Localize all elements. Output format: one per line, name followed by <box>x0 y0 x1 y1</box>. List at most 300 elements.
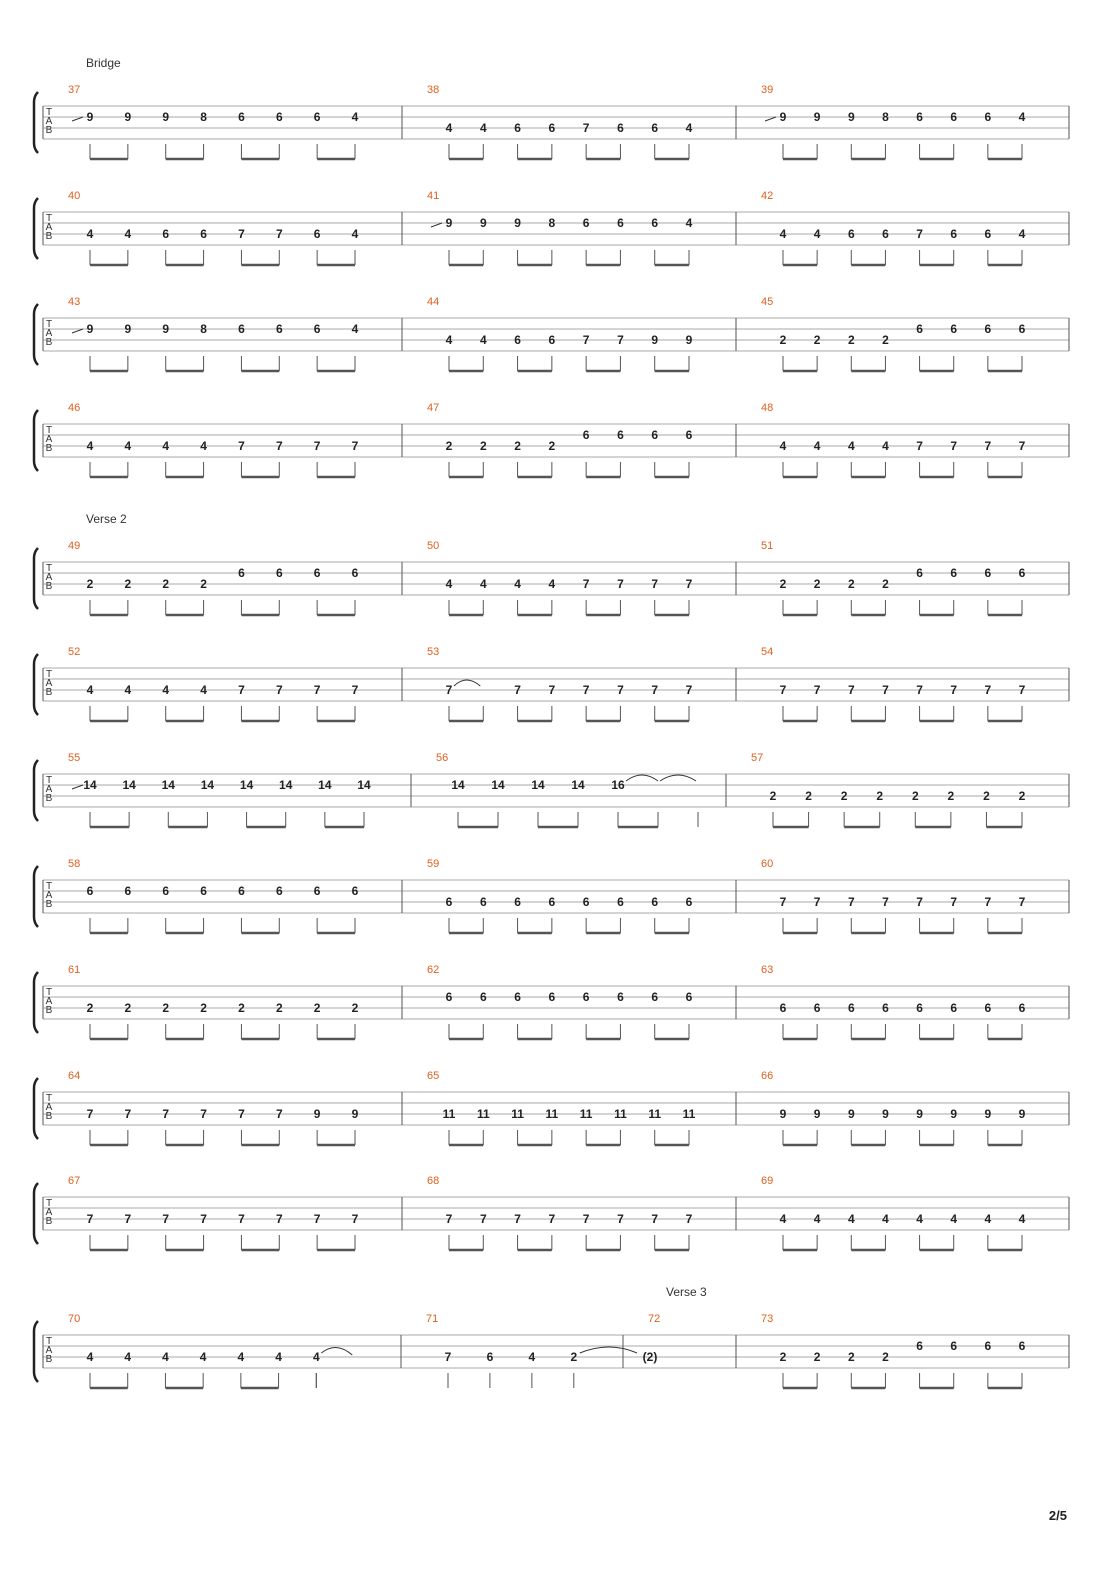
system-bracket <box>34 654 38 715</box>
tab-note: 14 <box>491 778 505 792</box>
tab-note: 4 <box>779 227 787 241</box>
measure-number: 52 <box>68 646 81 658</box>
measure-number: 38 <box>427 84 440 96</box>
section-label: Verse 2 <box>86 512 127 526</box>
tab-note: 6 <box>1018 566 1026 580</box>
tab-note: 7 <box>514 683 521 697</box>
tab-note: 4 <box>162 683 170 697</box>
section-label: Bridge <box>86 56 121 70</box>
tab-clef-letter: T <box>45 775 53 786</box>
tab-note: 7 <box>162 1212 170 1226</box>
tab-note: 2 <box>847 1350 855 1364</box>
tab-note: 4 <box>916 1212 923 1226</box>
measure-number: 42 <box>761 190 774 202</box>
tab-note: 7 <box>813 895 821 909</box>
tab-clef-letter: A <box>45 890 53 901</box>
tab-note: 14 <box>122 778 136 792</box>
tab-note: 7 <box>238 683 245 697</box>
tab-note: 4 <box>1018 110 1026 124</box>
tab-note: 7 <box>1018 683 1026 697</box>
measure-number: 44 <box>427 296 440 308</box>
tab-note: 2 <box>351 1001 359 1015</box>
tab-note: 7 <box>685 683 693 697</box>
tab-note: 9 <box>162 322 170 336</box>
tab-note: 6 <box>916 110 923 124</box>
tab-note: 4 <box>882 439 889 453</box>
tab-note: 7 <box>582 577 590 591</box>
tab-note: 6 <box>916 566 923 580</box>
measure-number: 59 <box>427 858 440 870</box>
tab-clef-letter: A <box>45 572 53 583</box>
tab-note: 6 <box>479 895 487 909</box>
slide-mark <box>431 223 442 227</box>
measure-number: 39 <box>761 84 774 96</box>
tab-note: 7 <box>86 1107 94 1121</box>
tab-note: 4 <box>351 322 359 336</box>
measure-number: 40 <box>68 190 81 202</box>
tab-note: 4 <box>950 1212 958 1226</box>
tab-note: 9 <box>813 110 821 124</box>
tab-note: 6 <box>275 110 283 124</box>
tab-note: 4 <box>813 439 821 453</box>
tab-note: 4 <box>479 121 487 135</box>
tab-note: 2 <box>200 577 207 591</box>
tab-note: 7 <box>313 439 321 453</box>
tab-clef-letter: A <box>45 678 53 689</box>
tab-note: 14 <box>83 778 97 792</box>
tab-note: 6 <box>124 884 132 898</box>
tab-note: 7 <box>651 683 659 697</box>
tab-note: 8 <box>548 216 556 230</box>
tab-note: 7 <box>445 683 453 697</box>
tab-note: 9 <box>685 333 693 347</box>
tab-note: 6 <box>582 990 590 1004</box>
tab-note: 6 <box>651 990 659 1004</box>
tab-note: 4 <box>685 121 693 135</box>
tab-clef-letter: A <box>45 116 53 127</box>
tab-note: 7 <box>275 1212 283 1226</box>
measure-number: 62 <box>427 964 440 976</box>
measure-number: 46 <box>68 402 81 414</box>
tab-note: 8 <box>882 110 889 124</box>
tab-note: 6 <box>162 884 170 898</box>
tab-note: 6 <box>617 428 624 442</box>
tab-note: 4 <box>445 333 453 347</box>
tab-note: 9 <box>313 1107 321 1121</box>
tab-note: 4 <box>479 333 487 347</box>
tab-clef-letter: B <box>45 1005 53 1016</box>
tab-note: 7 <box>162 1107 170 1121</box>
tab-note: 2 <box>882 333 889 347</box>
tab-note: 4 <box>200 683 207 697</box>
tab-clef-letter: A <box>45 434 53 445</box>
tab-clef-letter: B <box>45 687 53 698</box>
measure-number: 47 <box>427 402 440 414</box>
tab-note: 7 <box>984 895 992 909</box>
tab-note: 7 <box>685 1212 693 1226</box>
tab-note: 9 <box>445 216 453 230</box>
tab-note: 6 <box>486 1350 494 1364</box>
measure-number: 56 <box>436 752 449 764</box>
tab-clef-letter: T <box>45 563 53 574</box>
tab-note: 7 <box>950 683 958 697</box>
tab-note: 6 <box>984 110 992 124</box>
tab-note: 4 <box>86 683 94 697</box>
tab-note: 7 <box>916 227 923 241</box>
tab-note: 9 <box>86 322 94 336</box>
tab-note: 2 <box>911 789 919 803</box>
tab-note: 7 <box>548 683 556 697</box>
tie-arc <box>321 1347 352 1355</box>
slide-mark <box>72 329 83 333</box>
tab-note: 6 <box>685 990 693 1004</box>
tab-note: 6 <box>313 566 321 580</box>
measure-number: 60 <box>761 858 774 870</box>
tab-note: 9 <box>813 1107 821 1121</box>
measure-number: 49 <box>68 540 81 552</box>
tab-clef-letter: A <box>45 1207 53 1218</box>
tab-note: 6 <box>200 227 207 241</box>
tab-note: 6 <box>548 333 556 347</box>
measure-number: 69 <box>761 1175 774 1187</box>
tab-note: 2 <box>779 333 787 347</box>
tab-note: 4 <box>199 1350 207 1364</box>
tab-note: 6 <box>779 1001 787 1015</box>
tab-note: 4 <box>124 683 132 697</box>
tab-note: 6 <box>582 428 590 442</box>
tab-clef-letter: T <box>45 987 53 998</box>
tab-note: 7 <box>651 577 659 591</box>
system-bracket <box>34 1078 38 1139</box>
tab-clef-letter: B <box>45 899 53 910</box>
tab-clef-letter: T <box>45 319 53 330</box>
tab-note: 2 <box>947 789 955 803</box>
tab-note: 6 <box>351 566 359 580</box>
tab-note: 4 <box>528 1350 536 1364</box>
tab-note: 6 <box>984 1001 992 1015</box>
tab-clef-letter: T <box>45 669 53 680</box>
tab-clef-letter: T <box>45 1198 53 1209</box>
tab-note: 11 <box>442 1107 456 1121</box>
tab-clef-letter: B <box>45 125 53 136</box>
tab-note: 6 <box>813 1001 821 1015</box>
tab-note: 11 <box>545 1107 559 1121</box>
tab-note: 9 <box>162 110 170 124</box>
tab-note: 6 <box>479 990 487 1004</box>
tab-note: 11 <box>511 1107 524 1121</box>
measure-number: 57 <box>751 752 764 764</box>
tab-note: 6 <box>651 216 659 230</box>
tab-note: 6 <box>685 895 693 909</box>
tab-clef-letter: B <box>45 231 53 242</box>
tab-note: 6 <box>651 121 659 135</box>
tab-note: 6 <box>238 322 245 336</box>
tab-note: 7 <box>916 895 923 909</box>
tab-note: 6 <box>548 121 556 135</box>
tab-note: 6 <box>162 227 170 241</box>
tab-note: 6 <box>984 227 992 241</box>
tab-note: 7 <box>313 1212 321 1226</box>
tab-note: 2 <box>805 789 812 803</box>
tab-note: 2 <box>124 577 132 591</box>
tab-note: 7 <box>916 683 923 697</box>
tab-note: 7 <box>950 439 958 453</box>
tab-note: 6 <box>916 322 923 336</box>
tab-note: 7 <box>582 121 590 135</box>
tab-note: 4 <box>1018 227 1026 241</box>
tab-clef-letter: A <box>45 996 53 1007</box>
tab-note: 4 <box>445 121 453 135</box>
tab-note: 2 <box>570 1350 578 1364</box>
tab-note: 9 <box>124 110 132 124</box>
tab-clef-letter: B <box>45 337 53 348</box>
tab-note: 4 <box>86 1350 94 1364</box>
slide-mark <box>765 117 776 121</box>
tab-note: 6 <box>1018 322 1026 336</box>
system-bracket <box>34 198 38 259</box>
tab-note: 7 <box>238 439 245 453</box>
tab-note: 4 <box>514 577 521 591</box>
measure-number: 73 <box>761 1313 774 1325</box>
tab-note: 7 <box>514 1212 521 1226</box>
tab-note: 6 <box>200 884 207 898</box>
system-bracket <box>34 972 38 1033</box>
tab-note: 7 <box>275 227 283 241</box>
tab-note: 11 <box>579 1107 593 1121</box>
tab-note: 7 <box>548 1212 556 1226</box>
slide-mark <box>72 785 83 789</box>
measure-number: 55 <box>68 752 81 764</box>
tab-note: 6 <box>238 566 245 580</box>
tab-clef-letter: T <box>45 1336 53 1347</box>
tab-note: 4 <box>124 227 132 241</box>
tab-note: 14 <box>239 778 254 792</box>
tab-note: 9 <box>984 1107 992 1121</box>
tab-note: 2 <box>779 577 787 591</box>
tab-note: 4 <box>275 1350 282 1364</box>
tab-note: 9 <box>950 1107 958 1121</box>
tab-note: 4 <box>984 1212 992 1226</box>
tab-note: 14 <box>161 778 175 792</box>
tab-note: 6 <box>847 1001 855 1015</box>
tab-note: 4 <box>237 1350 245 1364</box>
measure-number: 54 <box>761 646 774 658</box>
tab-clef-letter: T <box>45 213 53 224</box>
tab-clef-letter: B <box>45 443 53 454</box>
tab-note: 6 <box>916 1001 923 1015</box>
tab-note: 6 <box>984 322 992 336</box>
tab-note: 2 <box>882 1350 889 1364</box>
tab-note: 7 <box>582 333 590 347</box>
tab-note: 11 <box>614 1107 627 1121</box>
tab-note: 7 <box>617 333 624 347</box>
tab-note: 7 <box>200 1107 207 1121</box>
tab-note: 9 <box>479 216 487 230</box>
system-bracket <box>34 410 38 471</box>
tab-note: 6 <box>617 121 624 135</box>
tab-clef-letter: A <box>45 784 53 795</box>
tab-note: 9 <box>847 1107 855 1121</box>
tie-arc <box>660 775 696 781</box>
tab-note: 7 <box>617 683 624 697</box>
measure-number: 43 <box>68 296 81 308</box>
tab-clef-letter: A <box>45 222 53 233</box>
tab-note: 2 <box>769 789 777 803</box>
tab-note: 7 <box>882 895 889 909</box>
tab-note: 7 <box>275 439 283 453</box>
tab-note: 2 <box>882 577 889 591</box>
measure-number: 48 <box>761 402 774 414</box>
tab-note: 2 <box>813 1350 821 1364</box>
tab-note: 6 <box>950 1339 958 1353</box>
tab-note: 4 <box>162 1350 169 1364</box>
system-bracket <box>34 304 38 365</box>
tab-note: 7 <box>582 683 590 697</box>
tab-note: 7 <box>1018 895 1026 909</box>
tab-note: 2 <box>275 1001 283 1015</box>
tab-note: 7 <box>351 439 359 453</box>
tab-note: 2 <box>200 1001 207 1015</box>
tab-note: 11 <box>682 1107 696 1121</box>
tab-note: 11 <box>648 1107 662 1121</box>
tab-note: 6 <box>275 884 283 898</box>
tab-note: 4 <box>779 439 787 453</box>
tab-note: 7 <box>916 439 923 453</box>
measure-number: 51 <box>761 540 774 552</box>
tab-note: 14 <box>357 778 371 792</box>
tab-note: 6 <box>950 110 958 124</box>
tab-note: 14 <box>279 778 293 792</box>
tie-arc <box>626 775 658 781</box>
tab-note: 4 <box>1018 1212 1026 1226</box>
measure-number: 53 <box>427 646 440 658</box>
tab-note: 6 <box>514 990 521 1004</box>
measure-number: 37 <box>68 84 81 96</box>
tab-note: 14 <box>200 778 215 792</box>
tab-note: 2 <box>162 1001 170 1015</box>
tab-note: 16 <box>611 778 625 792</box>
tab-note: 9 <box>847 110 855 124</box>
page-number: 2/5 <box>1048 1508 1067 1523</box>
tab-note: (2) <box>642 1350 658 1364</box>
tab-note: 2 <box>813 577 821 591</box>
tab-note: 4 <box>779 1212 787 1226</box>
tab-note: 2 <box>86 577 94 591</box>
tab-note: 6 <box>1018 1001 1026 1015</box>
tab-note: 6 <box>651 428 659 442</box>
tab-note: 6 <box>617 216 624 230</box>
tab-note: 6 <box>950 227 958 241</box>
tab-note: 4 <box>685 216 693 230</box>
tab-note: 2 <box>847 577 855 591</box>
tab-note: 6 <box>238 110 245 124</box>
tab-note: 2 <box>548 439 556 453</box>
tab-clef-letter: B <box>45 1111 53 1122</box>
tab-note: 2 <box>514 439 521 453</box>
tab-note: 11 <box>476 1107 490 1121</box>
tab-note: 2 <box>1018 789 1026 803</box>
tab-note: 6 <box>514 895 521 909</box>
tab-note: 6 <box>685 428 693 442</box>
tab-note: 6 <box>950 1001 958 1015</box>
tab-note: 2 <box>124 1001 132 1015</box>
tab-note: 4 <box>548 577 556 591</box>
tab-note: 9 <box>779 110 787 124</box>
tab-note: 4 <box>847 439 855 453</box>
tab-note: 6 <box>847 227 855 241</box>
tab-note: 4 <box>479 577 487 591</box>
section-label: Verse 3 <box>666 1285 707 1299</box>
tab-note: 6 <box>86 884 94 898</box>
tab-note: 7 <box>651 1212 659 1226</box>
tab-note: 6 <box>1018 1339 1026 1353</box>
tab-clef-letter: A <box>45 1102 53 1113</box>
tab-note: 8 <box>200 110 207 124</box>
tie-arc <box>580 1347 637 1353</box>
system-bracket <box>34 1321 38 1382</box>
tab-note: 7 <box>200 1212 207 1226</box>
tab-clef-letter: T <box>45 1093 53 1104</box>
tab-note: 7 <box>313 683 321 697</box>
tab-note: 4 <box>124 1350 132 1364</box>
tab-note: 7 <box>238 1107 245 1121</box>
tab-note: 6 <box>916 1339 923 1353</box>
tab-note: 2 <box>238 1001 245 1015</box>
tab-note: 7 <box>779 683 787 697</box>
tab-note: 9 <box>882 1107 889 1121</box>
tab-note: 6 <box>238 884 245 898</box>
tab-note: 6 <box>984 566 992 580</box>
tab-note: 7 <box>779 895 787 909</box>
tab-clef-letter: A <box>45 328 53 339</box>
tab-note: 6 <box>313 110 321 124</box>
tab-note: 7 <box>617 577 624 591</box>
tab-note: 4 <box>162 439 170 453</box>
system-bracket <box>34 92 38 153</box>
tab-note: 9 <box>916 1107 923 1121</box>
tab-note: 7 <box>950 895 958 909</box>
tab-note: 7 <box>275 683 283 697</box>
tab-note: 6 <box>313 227 321 241</box>
tab-note: 6 <box>950 322 958 336</box>
tab-note: 7 <box>984 439 992 453</box>
tab-note: 6 <box>548 990 556 1004</box>
tab-note: 9 <box>351 1107 359 1121</box>
tab-note: 7 <box>124 1107 132 1121</box>
tab-note: 4 <box>351 110 359 124</box>
tab-note: 2 <box>813 333 821 347</box>
tab-clef-letter: A <box>45 1345 53 1356</box>
tab-clef-letter: T <box>45 107 53 118</box>
tab-note: 4 <box>86 227 94 241</box>
tab-clef-letter: B <box>45 1354 53 1365</box>
tab-note: 14 <box>531 778 545 792</box>
tab-note: 6 <box>582 895 590 909</box>
tab-note: 2 <box>86 1001 94 1015</box>
tab-note: 6 <box>617 990 624 1004</box>
tab-note: 4 <box>124 439 132 453</box>
tab-note: 14 <box>318 778 332 792</box>
tab-note: 2 <box>876 789 884 803</box>
system-bracket <box>34 1183 38 1244</box>
tab-note: 9 <box>779 1107 787 1121</box>
tab-note: 7 <box>275 1107 283 1121</box>
tab-note: 9 <box>86 110 94 124</box>
tab-note: 6 <box>950 566 958 580</box>
tab-note: 7 <box>617 1212 624 1226</box>
tab-note: 7 <box>813 683 821 697</box>
tab-note: 7 <box>86 1212 94 1226</box>
